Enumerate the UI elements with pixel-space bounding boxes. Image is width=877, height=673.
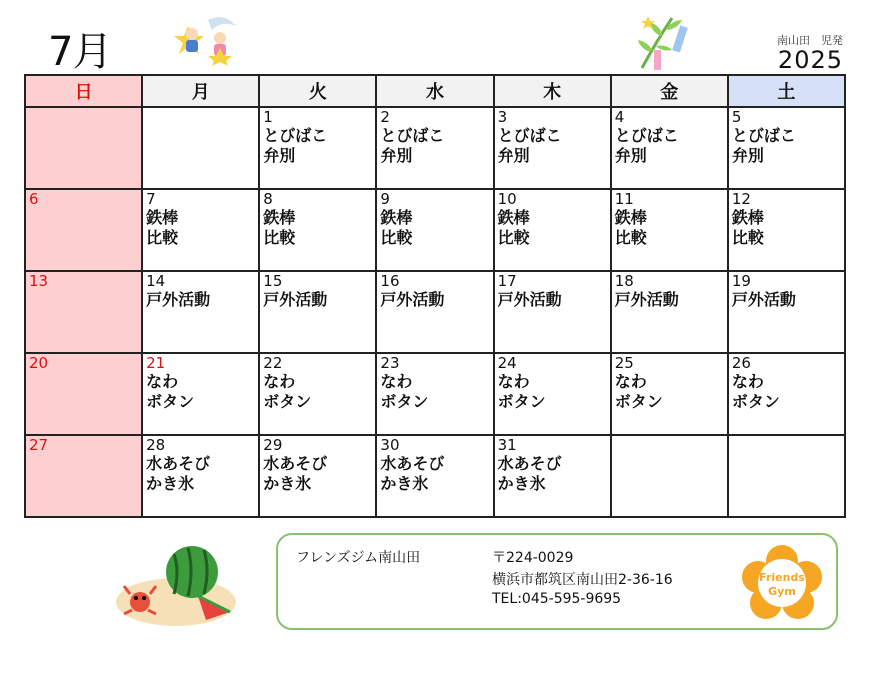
day-cell (142, 271, 259, 353)
activity-label: 戸外活動 (263, 290, 328, 309)
week-row (25, 271, 845, 353)
day-number: 4 (614, 108, 625, 126)
year-label: 2025 (777, 46, 843, 74)
day-cell (25, 271, 142, 353)
weekday-thursday: 木 (494, 75, 611, 107)
day-number: 14 (146, 272, 166, 290)
day-cell (376, 189, 493, 271)
activity-label: なわ (731, 372, 764, 391)
day-cell (259, 189, 376, 271)
school-name: 南山田 児発 (777, 34, 843, 47)
activity-label: 弁別 (731, 146, 764, 165)
weekday-sunday: 日 (25, 75, 142, 107)
day-cell (494, 189, 611, 271)
weekday-monday: 月 (142, 75, 259, 107)
day-number: 25 (614, 354, 634, 372)
day-cell (611, 271, 728, 353)
activity-label: 鉄棒 (146, 208, 179, 227)
activity-label: 弁別 (497, 146, 530, 165)
day-cell (494, 353, 611, 435)
weekday-friday: 金 (611, 75, 728, 107)
activity-label: 水あそび (497, 454, 562, 473)
day-cell (494, 107, 611, 189)
week-row (25, 189, 845, 271)
activity-label: かき氷 (146, 474, 195, 493)
day-cell (259, 353, 376, 435)
day-number: 19 (731, 272, 751, 290)
activity-label: ボタン (497, 392, 546, 411)
day-number: 21 (146, 354, 166, 372)
weekday-saturday: 土 (728, 75, 845, 107)
day-cell (376, 271, 493, 353)
day-cell (611, 435, 728, 517)
activity-label: かき氷 (497, 474, 546, 493)
day-cell (259, 435, 376, 517)
day-number: 26 (731, 354, 751, 372)
day-cell (259, 107, 376, 189)
day-cell (376, 435, 493, 517)
activity-label: 鉄棒 (380, 208, 413, 227)
day-number: 24 (497, 354, 517, 372)
day-cell (611, 353, 728, 435)
activity-label: 弁別 (263, 146, 296, 165)
activity-label: なわ (380, 372, 413, 391)
day-cell (25, 107, 142, 189)
day-number: 15 (263, 272, 283, 290)
activity-label: 戸外活動 (497, 290, 562, 309)
day-number: 13 (29, 272, 49, 290)
activity-label: 鉄棒 (614, 208, 647, 227)
day-number: 11 (614, 190, 634, 208)
friends-gym-logo (742, 545, 822, 619)
day-number: 5 (731, 108, 742, 126)
day-number: 23 (380, 354, 400, 372)
day-number: 20 (29, 354, 49, 372)
weekday-header-row (25, 75, 845, 107)
activity-label: ボタン (731, 392, 780, 411)
day-cell (142, 107, 259, 189)
activity-label: かき氷 (263, 474, 312, 493)
activity-label: 戸外活動 (731, 290, 796, 309)
day-cell (25, 189, 142, 271)
activity-label: 弁別 (614, 146, 647, 165)
activity-label: 水あそび (380, 454, 445, 473)
day-cell (728, 353, 845, 435)
day-number: 31 (497, 436, 517, 454)
activity-label: なわ (614, 372, 647, 391)
activity-label: 比較 (380, 228, 413, 247)
day-number: 9 (380, 190, 390, 208)
activity-label: 戸外活動 (146, 290, 211, 309)
day-number: 16 (380, 272, 400, 290)
activity-label: 比較 (263, 228, 296, 247)
day-cell (376, 107, 493, 189)
activity-label: ボタン (263, 392, 312, 411)
activity-label: 弁別 (380, 146, 413, 165)
activity-label: ボタン (146, 392, 195, 411)
day-cell (142, 353, 259, 435)
address: 横浜市都筑区南山田2-36-16 (492, 572, 673, 588)
activity-label: 戸外活動 (614, 290, 679, 309)
day-number: 6 (29, 190, 39, 208)
weekday-wednesday: 水 (376, 75, 493, 107)
activity-label: とびばこ (614, 126, 679, 145)
day-cell (728, 271, 845, 353)
tanabata-stars-illustration (170, 12, 242, 66)
watermelon-crab-illustration (110, 536, 240, 628)
day-cell (494, 435, 611, 517)
day-number: 1 (263, 108, 273, 126)
activity-label: かき氷 (380, 474, 429, 493)
day-number: 29 (263, 436, 283, 454)
day-cell (728, 435, 845, 517)
day-cell (728, 189, 845, 271)
day-cell (142, 189, 259, 271)
activity-label: なわ (497, 372, 530, 391)
week-row (25, 435, 845, 517)
postal-code: 〒224-0029 (492, 550, 574, 566)
svg-text:Gym: Gym (768, 585, 796, 598)
day-number: 7 (146, 190, 156, 208)
day-cell (25, 353, 142, 435)
activity-label: 比較 (146, 228, 179, 247)
day-number: 12 (731, 190, 751, 208)
day-number: 3 (497, 108, 508, 126)
activity-label: 水あそび (263, 454, 328, 473)
activity-label: 水あそび (146, 454, 211, 473)
week-row (25, 353, 845, 435)
phone-number: TEL:045-595-9695 (492, 591, 622, 607)
activity-label: 戸外活動 (380, 290, 445, 309)
day-cell (611, 189, 728, 271)
activity-label: ボタン (380, 392, 429, 411)
day-number: 10 (497, 190, 517, 208)
day-number: 28 (146, 436, 166, 454)
day-number: 17 (497, 272, 517, 290)
activity-label: とびばこ (731, 126, 796, 145)
day-cell (494, 271, 611, 353)
activity-label: 比較 (731, 228, 764, 247)
day-number: 2 (380, 108, 390, 126)
tanabata-bamboo-illustration (636, 12, 700, 72)
calendar-body (25, 107, 845, 517)
day-number: 30 (380, 436, 400, 454)
activity-label: 比較 (497, 228, 530, 247)
day-number: 27 (29, 436, 49, 454)
day-cell (728, 107, 845, 189)
day-number: 18 (614, 272, 634, 290)
activity-label: ボタン (614, 392, 663, 411)
facility-name: フレンズジム南山田 (296, 550, 421, 566)
day-number: 22 (263, 354, 283, 372)
activity-label: なわ (146, 372, 179, 391)
day-cell (259, 271, 376, 353)
month-title: 7月 (48, 29, 112, 75)
activity-label: 比較 (614, 228, 647, 247)
day-cell (142, 435, 259, 517)
day-cell (25, 435, 142, 517)
calendar-table (24, 74, 846, 518)
svg-text:Friends: Friends (759, 571, 805, 584)
week-row (25, 107, 845, 189)
day-cell (611, 107, 728, 189)
activity-label: とびばこ (497, 126, 562, 145)
day-cell (376, 353, 493, 435)
weekday-tuesday: 火 (259, 75, 376, 107)
activity-label: 鉄棒 (497, 208, 530, 227)
activity-label: 鉄棒 (731, 208, 764, 227)
activity-label: とびばこ (380, 126, 445, 145)
activity-label: 鉄棒 (263, 208, 296, 227)
day-number: 8 (263, 190, 273, 208)
activity-label: なわ (263, 372, 296, 391)
activity-label: とびばこ (263, 126, 328, 145)
